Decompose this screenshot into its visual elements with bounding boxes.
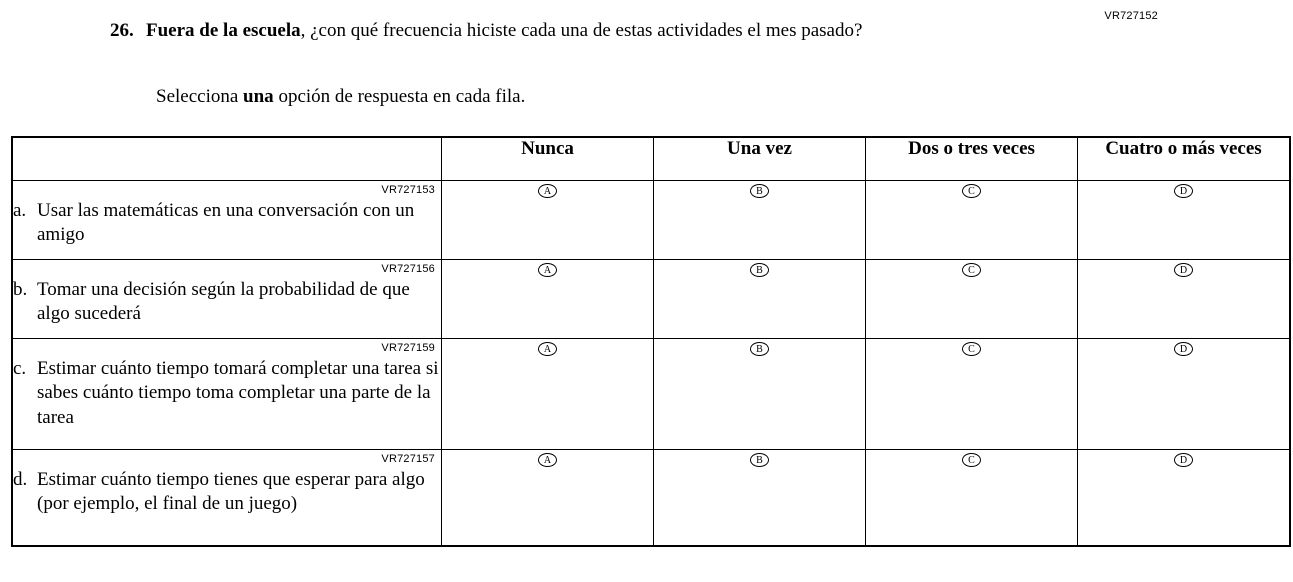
radio-cell-b-dos-o-tres[interactable] [866, 260, 1078, 339]
row-text-c: Estimar cuánto tiempo tomará completar una tarea si sabes cuánto tiempo toma completar una parte de la tarea [37, 358, 439, 428]
radio-cell-a-una-vez[interactable] [654, 181, 866, 260]
row-stem-body-b [13, 278, 441, 327]
row-text-d: Estimar cuánto tiempo tienes que esperar para algo (por ejemplo, el final de un juego) [37, 469, 425, 515]
header-stem-blank [12, 137, 442, 181]
radio-bubble-d-b[interactable]: B [750, 453, 769, 467]
radio-bubble-c-c[interactable]: C [962, 342, 981, 356]
row-text-b: Tomar una decisión según la probabilidad de que algo sucederá [37, 279, 410, 325]
radio-bubble-a-d[interactable]: D [1174, 184, 1193, 198]
radio-cell-d-nunca[interactable] [442, 450, 654, 547]
radio-cell-b-cuatro-o-mas[interactable] [1078, 260, 1291, 339]
row-stem-body-a [13, 199, 441, 248]
question-lead-bold: Fuera de la escuela [146, 20, 301, 41]
radio-cell-c-dos-o-tres[interactable] [866, 339, 1078, 450]
row-letter-b: b. [13, 279, 28, 300]
row-stem-a [12, 181, 442, 260]
radio-cell-a-dos-o-tres[interactable] [866, 181, 1078, 260]
radio-cell-d-una-vez[interactable] [654, 450, 866, 547]
question-text-rest: , ¿con qué frecuencia hiciste cada una de estas actividades el mes pasado? [300, 20, 863, 41]
radio-bubble-d-d[interactable]: D [1174, 453, 1193, 467]
radio-bubble-c-a[interactable]: A [538, 342, 557, 356]
radio-cell-b-una-vez[interactable] [654, 260, 866, 339]
row-code-d: VR727157 [381, 453, 435, 465]
radio-bubble-a-b[interactable]: B [750, 184, 769, 198]
radio-cell-d-cuatro-o-mas[interactable] [1078, 450, 1291, 547]
row-code-a: VR727153 [381, 184, 435, 196]
instruction-before: Selecciona [156, 86, 244, 107]
table-row [12, 450, 1290, 547]
instruction-after: opción de respuesta en cada fila. [273, 86, 526, 107]
row-stem-body-c [13, 357, 441, 430]
row-letter-d: d. [13, 469, 28, 490]
table-row [12, 260, 1290, 339]
row-letter-a: a. [13, 200, 27, 221]
radio-bubble-a-a[interactable]: A [538, 184, 557, 198]
radio-cell-b-nunca[interactable] [442, 260, 654, 339]
radio-bubble-b-a[interactable]: A [538, 263, 557, 277]
item-code-top: VR727152 [1104, 10, 1158, 22]
row-text-a: Usar las matemáticas en una conversación con un amigo [37, 200, 415, 246]
table-header-row [12, 137, 1290, 181]
row-code-b: VR727156 [381, 263, 435, 275]
radio-cell-c-una-vez[interactable] [654, 339, 866, 450]
table-body [12, 181, 1290, 547]
radio-bubble-c-b[interactable]: B [750, 342, 769, 356]
row-stem-b [12, 260, 442, 339]
radio-bubble-c-d[interactable]: D [1174, 342, 1193, 356]
radio-cell-c-cuatro-o-mas[interactable] [1078, 339, 1291, 450]
radio-cell-a-cuatro-o-mas[interactable] [1078, 181, 1291, 260]
radio-bubble-b-d[interactable]: D [1174, 263, 1193, 277]
header-col-una-vez: Una vez [654, 137, 866, 181]
radio-cell-a-nunca[interactable] [442, 181, 654, 260]
instruction-bold: una [243, 86, 274, 107]
radio-bubble-a-c[interactable]: C [962, 184, 981, 198]
header-col-cuatro-o-mas-veces: Cuatro o más veces [1078, 137, 1291, 181]
table-row [12, 339, 1290, 450]
question-row [110, 18, 1010, 43]
question-text [146, 18, 862, 43]
question-block [110, 18, 1010, 43]
response-matrix-table [11, 136, 1291, 547]
radio-cell-c-nunca[interactable] [442, 339, 654, 450]
row-stem-c [12, 339, 442, 450]
radio-bubble-b-c[interactable]: C [962, 263, 981, 277]
instruction-text [156, 84, 525, 109]
radio-bubble-d-c[interactable]: C [962, 453, 981, 467]
table-header [12, 137, 1290, 181]
question-number: 26. [110, 20, 134, 41]
radio-bubble-b-b[interactable]: B [750, 263, 769, 277]
row-stem-d [12, 450, 442, 547]
header-col-dos-o-tres-veces: Dos o tres veces [866, 137, 1078, 181]
row-stem-body-d [13, 468, 441, 517]
row-letter-c: c. [13, 358, 27, 379]
radio-cell-d-dos-o-tres[interactable] [866, 450, 1078, 547]
table-row [12, 181, 1290, 260]
radio-bubble-d-a[interactable]: A [538, 453, 557, 467]
header-col-nunca: Nunca [442, 137, 654, 181]
row-code-c: VR727159 [381, 342, 435, 354]
